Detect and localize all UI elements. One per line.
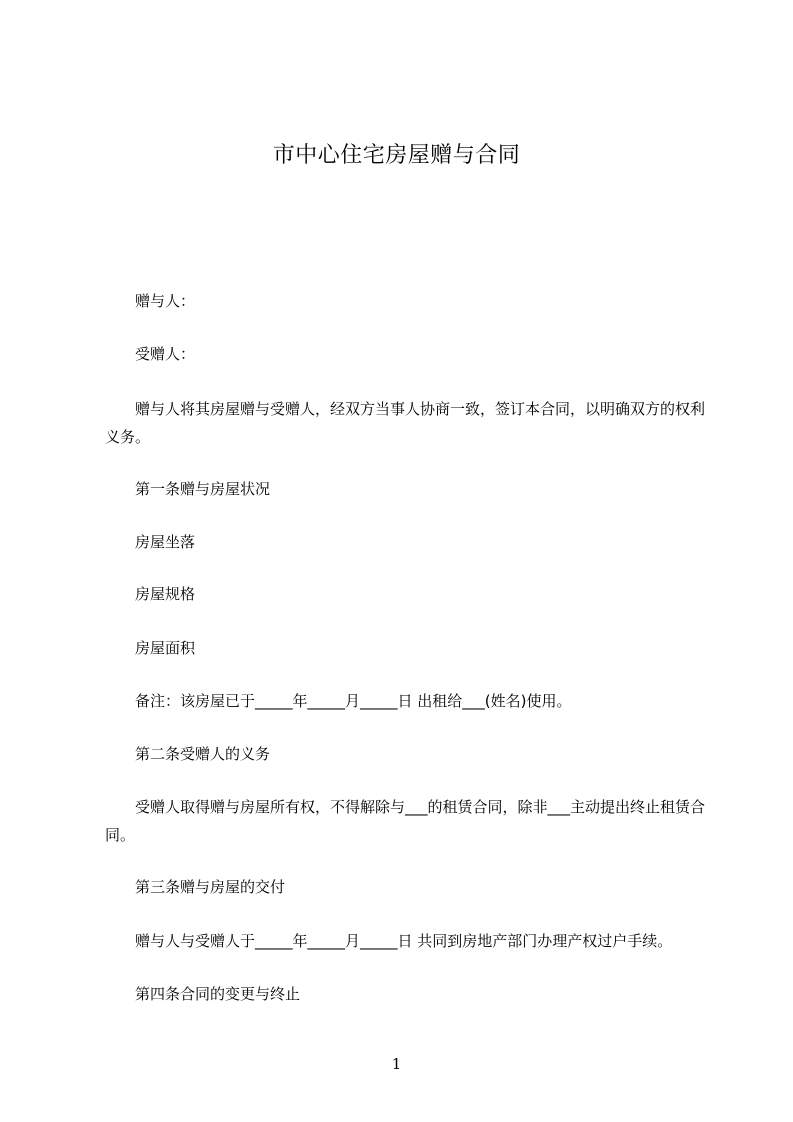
document-title: 市中心住宅房屋赠与合同 xyxy=(272,143,521,168)
house-area-line: 房屋面积 xyxy=(135,639,196,657)
article-2-heading: 第二条受赠人的义务 xyxy=(135,745,271,763)
intro-paragraph: 赠与人将其房屋赠与受赠人，经双方当事人协商一致，签订本合同，以明确双方的权利义务。 xyxy=(105,400,706,446)
article-4-heading: 第四条合同的变更与终止 xyxy=(135,985,301,1003)
house-location-line: 房屋坐落 xyxy=(135,533,196,551)
donor-line: 赠与人： xyxy=(135,292,196,310)
remark-line: 备注：该房屋已于_____年_____月_____日 出租给___(姓名)使用。 xyxy=(135,692,572,710)
house-spec-line: 房屋规格 xyxy=(135,585,196,603)
page-number: 1 xyxy=(391,1055,402,1073)
article-3-paragraph: 赠与人与受赠人于_____年_____月_____日 共同到房地产部门办理产权过户手续。 xyxy=(135,932,673,950)
article-1-heading: 第一条赠与房屋状况 xyxy=(135,480,271,498)
donee-line: 受赠人： xyxy=(135,345,196,363)
article-2-paragraph: 受赠人取得赠与房屋所有权，不得解除与___的租赁合同，除非___主动提出终止租赁合同。 xyxy=(105,798,706,844)
article-3-heading: 第三条赠与房屋的交付 xyxy=(135,878,286,896)
